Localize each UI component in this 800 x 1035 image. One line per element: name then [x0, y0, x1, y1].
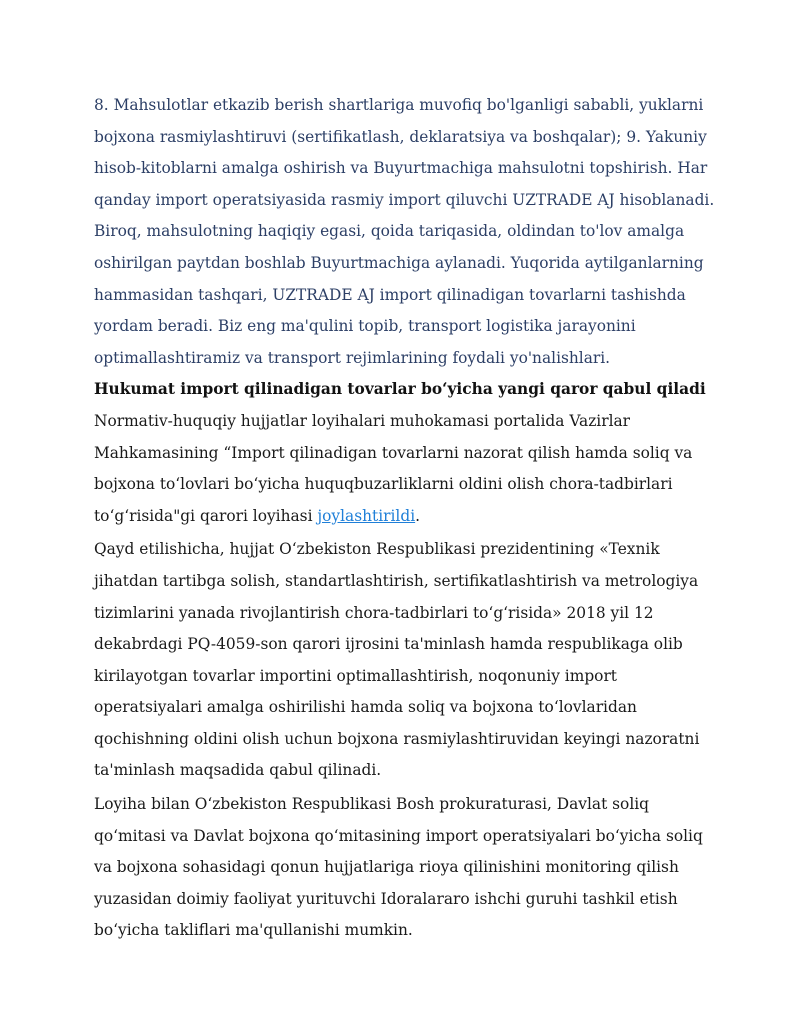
document-page [94, 90, 724, 949]
paragraph-1-end: . [415, 506, 421, 525]
paragraph-1-text: Normativ-huquqiy hujjatlar loyihalari muhokamasi portalida Vazirlar Mahkamasining “Import qilinadigan tovarlarni nazorat qilish hamda soliq va bojxona to‘lovlari bo‘yicha huquqbuzarliklarni oldini olish chora-tadbirlari to‘g‘risida"gi qarori loyihasi [94, 411, 693, 525]
paragraph-3: Loyiha bilan O‘zbekiston Respublikasi Bosh prokuraturasi, Davlat soliq qo‘mitasi va Davlat bojxona qo‘mitasining import operatsiyalari bo‘yicha soliq va bojxona sohasidagi qonun hujjatlariga rioya qilinishini monitoring qilish yuzasidan doimiy faoliyat yurituvchi Idoralararo ishchi guruhi tashkil etish bo‘yicha takliflari ma'qullanishi mumkin. [94, 795, 703, 940]
article-heading: Hukumat import qilinadigan tovarlar bo‘yicha yangi qaror qabul qiladi [94, 380, 706, 399]
paragraph-2: Qayd etilishicha, hujjat O‘zbekiston Respublikasi prezidentining «Texnik jihatdan tartibga solish, standartlashtirish, sertifikatlashtirish va metrologiya tizimlarini yanada rivojlantirish chora-tadbirlari to‘g‘risida» 2018 yil 12 dekabrdagi PQ-4059-son qarori ijrosini ta'minlash hamda respublikaga olib kirilayotgan tovarlar importini optimallashtirish, noqonuniy import operatsiyalari amalga oshirilishi hamda soliq va bojxona to‘lovlaridan qochishning oldini olish uchun bojxona rasmiylashtiruvidan keyingi nazoratni ta'minlash maqsadida qabul qilinadi. [94, 540, 700, 780]
joylashtirildi-link[interactable]: joylashtirildi [317, 506, 416, 525]
paragraph-1 [94, 406, 724, 532]
intro-paragraph: 8. Mahsulotlar etkazib berish shartlariga muvofiq bo'lganligi sababli, yuklarni bojxona rasmiylashtiruvi (sertifikatlash, deklaratsiya va boshqalar); 9. Yakuniy hisob-kitoblarni amalga oshirish va Buyurtmachiga mahsulotni topshirish. Har qanday import operatsiyasida rasmiy import qiluvchi UZTRADE AJ hisoblanadi. Biroq, mahsulotning haqiqiy egasi, qoida tariqasida, oldindan to'lov amalga oshirilgan paytdan boshlab Buyurtmachiga aylanadi. Yuqorida aytilganlarning hammasidan tashqari, UZTRADE AJ import qilinadigan tovarlarni tashishda yordam beradi. Biz eng ma'qulini topib, transport logistika jarayonini optimallashtiramiz va transport rejimlarining foydali yo'nalishlari. [94, 96, 715, 367]
